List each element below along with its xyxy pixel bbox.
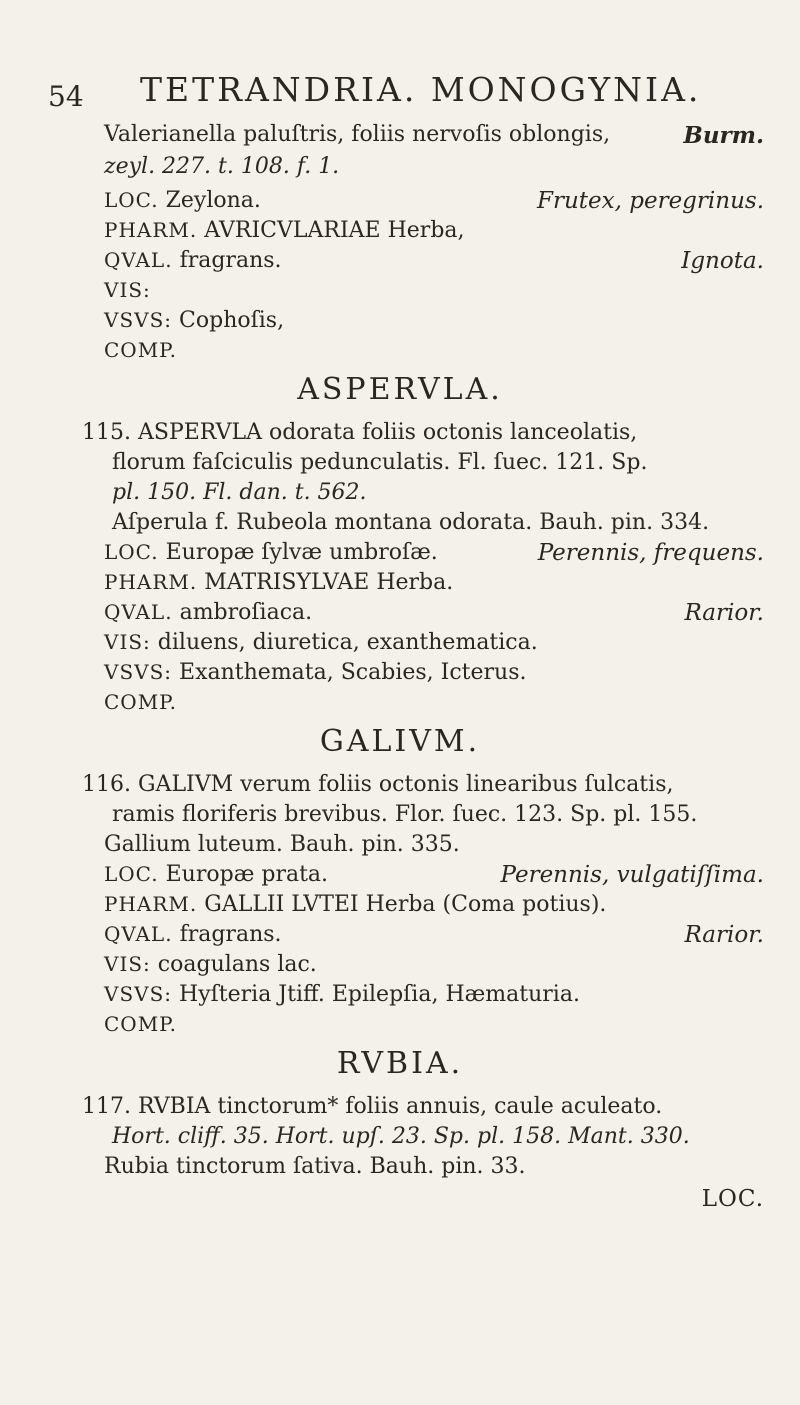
entry-text: florum faſciculis pedunculatis. Fl. ſuec. 121. Sp. (112, 450, 648, 475)
text-line (112, 802, 772, 832)
text-line (104, 278, 764, 308)
entry-text: pl. 150. Fl. dan. t. 562. (112, 480, 367, 505)
field-label: QVAL. (104, 248, 173, 272)
entry-number: 115. (82, 420, 131, 445)
entry-text: Gallium luteum. Bauh. pin. 335. (104, 832, 460, 857)
text-line (112, 480, 772, 510)
field-label: PHARM. (104, 570, 198, 594)
entry-text: Rubia tinctorum ſativa. Bauh. pin. 33. (104, 1154, 526, 1179)
text-line (104, 1012, 764, 1042)
entry-text: Aſperula f. Rubeola montana odorata. Bauh. pin. 334. (112, 510, 710, 535)
field-note: Rarior. (684, 600, 764, 626)
entry-number: 116. (82, 772, 131, 797)
field-label: VIS: (104, 630, 151, 654)
field-label: VSVS: (104, 660, 173, 684)
field-label: COMP. (104, 1012, 177, 1036)
field-label: COMP. (104, 690, 177, 714)
field-value: fragrans. (179, 248, 282, 273)
text-line (104, 1154, 764, 1184)
text-line (104, 690, 764, 720)
genus-heading: ASPERVLA. (297, 372, 503, 407)
text-line (104, 600, 764, 630)
text-line (104, 570, 764, 600)
entry-text: GALIVM verum foliis octonis linearibus ſulcatis, (137, 772, 674, 797)
field-value: Europæ prata. (165, 862, 329, 887)
field-value: MATRISYLVAE Herba. (204, 570, 454, 595)
text-line (104, 1186, 764, 1216)
field-note: Rarior. (684, 922, 764, 948)
field-value: Zeylona. (165, 188, 261, 213)
field-value: coagulans lac. (157, 952, 317, 977)
text-line (104, 952, 764, 982)
field-value: Exanthemata, Scabies, Icterus. (179, 660, 527, 685)
text-line (104, 308, 764, 338)
genus-heading: GALIVM. (319, 724, 481, 759)
entry-text: Hort. cliff. 35. Hort. upſ. 23. Sp. pl. 158. Mant. 330. (112, 1124, 690, 1149)
genus-heading: RVBIA. (336, 1046, 464, 1081)
entry-text: Valerianella paluſtris, foliis nervoſis oblongis, (104, 122, 611, 147)
running-title: TETRANDRIA. MONOGYNIA. (140, 70, 702, 109)
text-line (104, 892, 764, 922)
text-line (104, 338, 764, 368)
page-header (40, 70, 760, 113)
text-line (112, 1124, 772, 1154)
text-line (104, 122, 764, 152)
field-label: PHARM. (104, 892, 198, 916)
text-line (104, 982, 764, 1012)
text-line (112, 510, 772, 540)
field-note: Perennis, vulgatiſſima. (500, 862, 764, 888)
field-value: Hyſteria Jtiff. Epilepſia, Hæmaturia. (179, 982, 580, 1007)
field-label: QVAL. (104, 922, 173, 946)
entry-text: zeyl. 227. t. 108. f. 1. (104, 154, 340, 179)
text-line (104, 630, 764, 660)
text-line (104, 154, 764, 184)
text-line (82, 1094, 742, 1124)
text-line (104, 862, 764, 892)
field-label: VSVS: (104, 982, 173, 1006)
text-line (112, 450, 772, 480)
field-value: Europæ ſylvæ umbroſæ. (165, 540, 438, 565)
catchword: LOC. (701, 1186, 764, 1212)
text-line (104, 832, 764, 862)
field-note: Frutex, peregrinus. (537, 188, 764, 214)
entry-text: ASPERVLA odorata foliis octonis lanceolatis, (137, 420, 638, 445)
field-label: LOC. (104, 188, 159, 212)
field-value: GALLII LVTEI Herba (Coma potius). (204, 892, 607, 917)
page-number: 54 (48, 80, 84, 113)
text-line (104, 248, 764, 278)
text-line (104, 188, 764, 218)
field-value: AVRICVLARIAE Herba, (204, 218, 465, 243)
field-note: Ignota. (681, 248, 764, 274)
text-line (104, 922, 764, 952)
text-line (104, 540, 764, 570)
field-note: Perennis, frequens. (537, 540, 764, 566)
field-value: diluens, diuretica, exanthematica. (157, 630, 538, 655)
entry-number: 117. (82, 1094, 131, 1119)
author-abbrev: Burm. (683, 122, 764, 149)
field-label: VIS: (104, 278, 151, 302)
text-line (82, 420, 742, 450)
field-label: VIS: (104, 952, 151, 976)
field-label: QVAL. (104, 600, 173, 624)
entry-text: RVBIA tinctorum* foliis annuis, caule aculeato. (137, 1094, 663, 1119)
field-label: PHARM. (104, 218, 198, 242)
text-line (104, 660, 764, 690)
field-label: COMP. (104, 338, 177, 362)
field-label: VSVS: (104, 308, 173, 332)
field-value: Cophoſis, (179, 308, 285, 333)
field-label: LOC. (104, 540, 159, 564)
text-line (104, 218, 764, 248)
entry-text: ramis floriferis brevibus. Flor. ſuec. 123. Sp. pl. 155. (112, 802, 698, 827)
text-line (82, 772, 742, 802)
field-value: fragrans. (179, 922, 282, 947)
field-value: ambroſiaca. (179, 600, 313, 625)
field-label: LOC. (104, 862, 159, 886)
text-body (82, 120, 764, 1390)
